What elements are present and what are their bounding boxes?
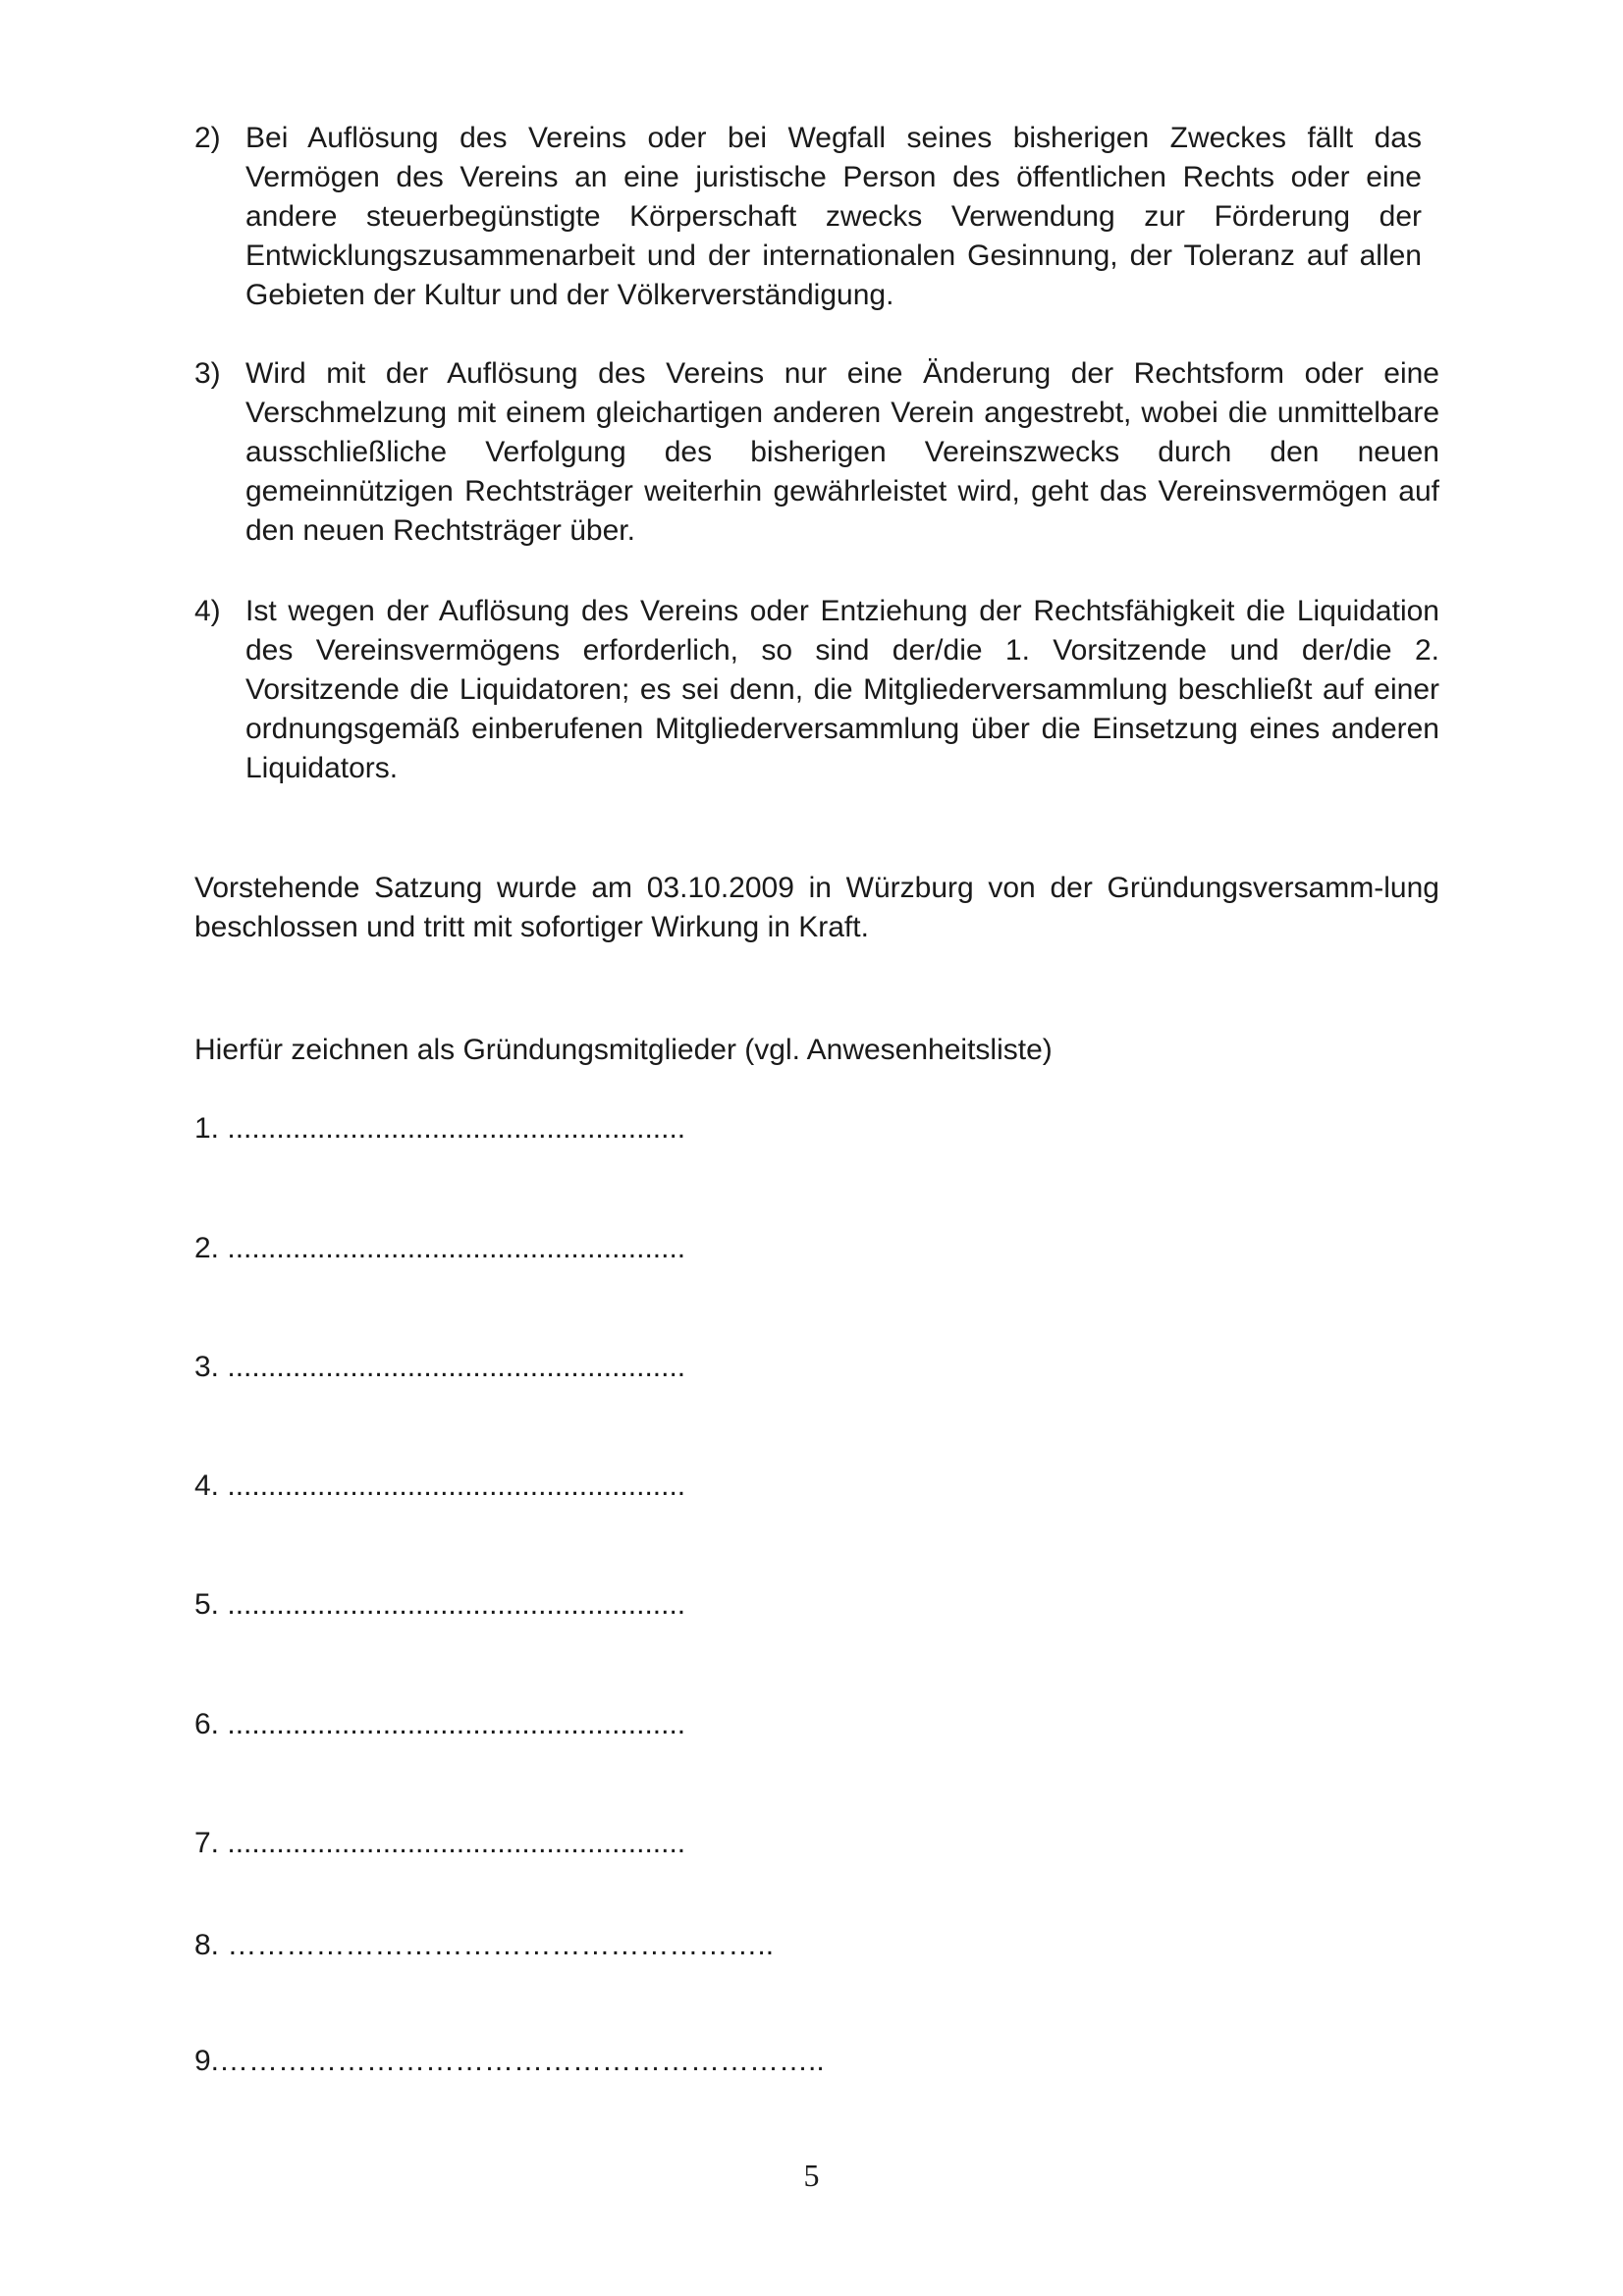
page-number: 5 [803,2158,820,2193]
clause-number: 2) [194,122,221,154]
signature-line-2: 2. ........................................................ [194,1232,686,1264]
clause-text: Bei Auflösung des Vereins oder bei Wegfall seines bisherigen Zweckes fällt das Vermögen des Vereins an eine juristische Person des öffentlichen Rechts oder eine andere steuerbegünstigte Körperschaft zwecks Verwendung zur Förderung der Entwicklungszusammenarbeit und der internationalen Gesinnung, der Toleranz auf allen Gebieten der Kultur und der Völkerverständigung. [245,122,1422,311]
clause-2 [194,119,1422,315]
clause-number: 3) [194,357,221,390]
signature-line-7: 7. ........................................................ [194,1827,686,1859]
clause-text: Wird mit der Auflösung des Vereins nur eine Änderung der Rechtsform oder eine Verschmelzung mit einem gleichartigen anderen Verein angestrebt, wobei die unmittelbare ausschließliche Verfolgung des bisherigen Vereinszwecks durch den neuen gemeinnützigen Rechtsträger weiterhin gewährleistet wird, geht das Vereinsvermögen auf den neuen Rechtsträger über. [245,357,1439,547]
signers-intro: Hierfür zeichnen als Gründungsmitglieder (vgl. Anwesenheitsliste) [194,1034,1053,1066]
signature-line-3: 3. ........................................................ [194,1351,686,1383]
closing-statement: Vorstehende Satzung wurde am 03.10.2009 in Würzburg von der Gründungsversamm-lung beschlossen und tritt mit sofortiger Wirkung in Kraft. [194,872,1439,943]
signature-line-5: 5. ........................................................ [194,1588,686,1621]
clause-number: 4) [194,595,221,627]
clause-4 [194,592,1439,788]
signature-line-1: 1. ........................................................ [194,1112,686,1145]
signature-line-4: 4. ........................................................ [194,1469,686,1502]
clause-3 [194,354,1439,551]
signature-line-8: 8. ……………………………………………….. [194,1929,775,1961]
clause-text: Ist wegen der Auflösung des Vereins oder Entziehung der Rechtsfähigkeit die Liquidation des Vereinsvermögens erforderlich, so sind der/die 1. Vorsitzende und der/die 2. Vorsitzende die Liquidatoren; es sei denn, die Mitgliederversammlung beschließt auf einer ordnungsgemäß einberufenen Mitgliederversammlung über die Einsetzung eines anderen Liquidators. [245,595,1439,784]
signature-line-9: 9.…………………………………………………….. [194,2045,825,2077]
signature-line-6: 6. ........................................................ [194,1708,686,1740]
